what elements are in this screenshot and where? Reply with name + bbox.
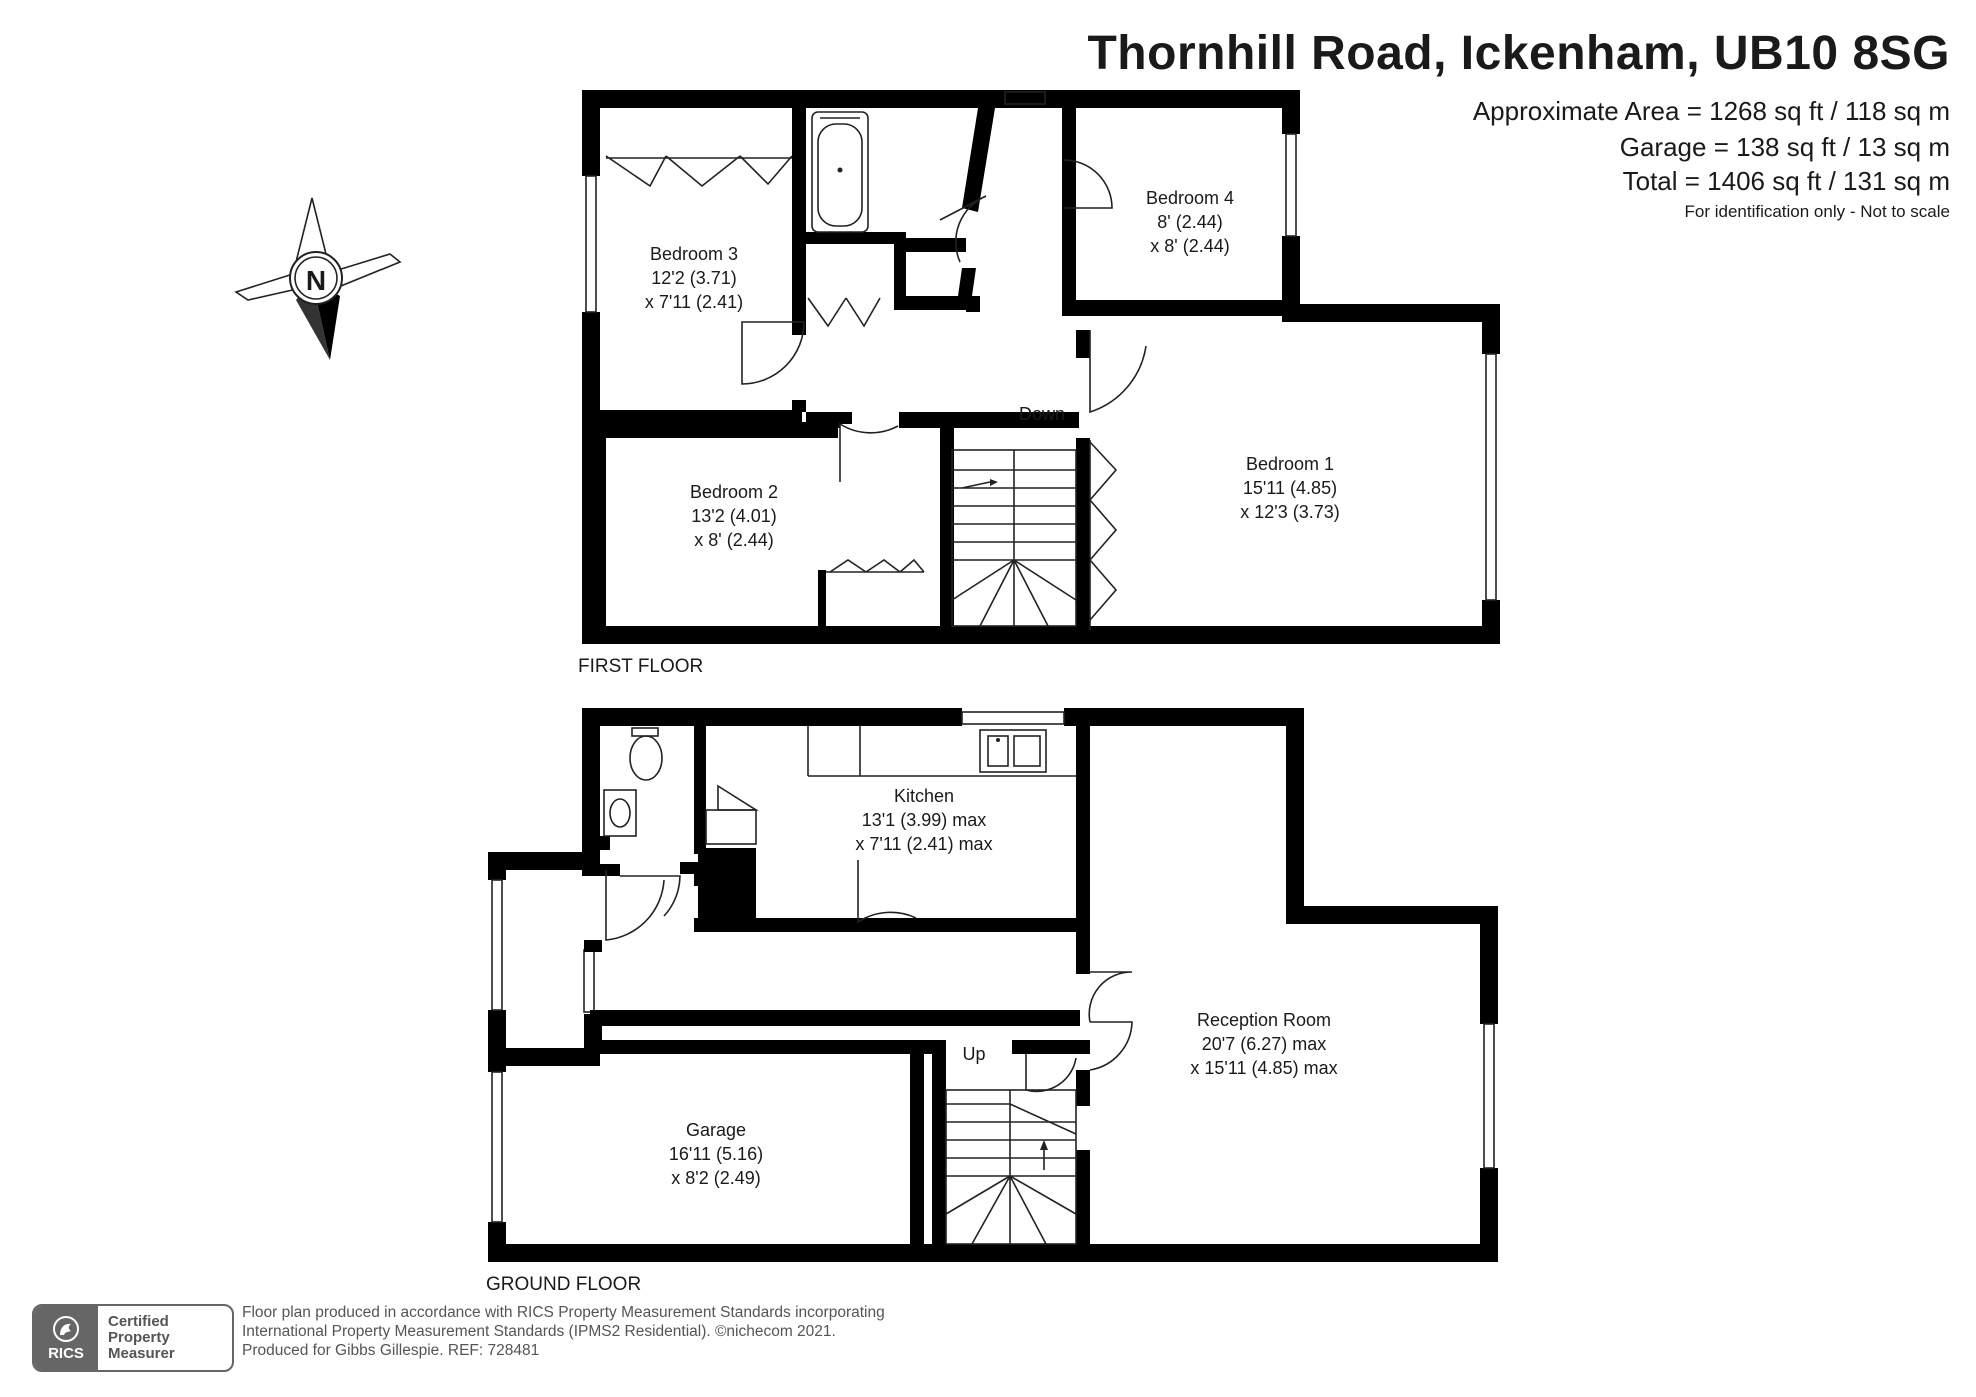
footer-line: International Property Measurement Standards (IPMS2 Residential). ©nichecom 2021. [242,1323,836,1340]
room-name: Bedroom 4 [1145,188,1235,208]
footer-line: Floor plan produced in accordance with RICS Property Measurement Standards incorporating [242,1304,885,1321]
badge-line: Property [108,1329,170,1346]
room-dim: x 8' (2.44) [694,530,774,550]
room-name: Kitchen [893,786,955,806]
room-name: Garage [685,1120,747,1140]
room-dim: x 8'2 (2.49) [671,1168,761,1188]
stairs-up-label: Up [962,1044,986,1064]
stairs-down-label: Down [1018,404,1066,424]
first-floor-plan [578,90,1500,677]
room-name: Bedroom 3 [649,244,739,264]
bedroom2-label [690,482,778,550]
room-dim: 20'7 (6.27) max [1201,1034,1327,1054]
approx-area-text: Approximate Area = 1268 sq ft / 118 sq m [1472,96,1950,126]
footer-text [242,1303,885,1360]
property-address-title: Thornhill Road, Ickenham, UB10 8SG [1087,27,1950,80]
badge-line: Measurer [108,1345,175,1362]
room-dim: x 7'11 (2.41) [644,292,744,312]
rics-word: RICS [48,1344,84,1362]
bedroom1-label [1240,454,1340,522]
badge-text [98,1306,232,1370]
disclaimer-note: For identification only - Not to scale [1684,202,1950,221]
compass-letter: N [305,265,327,296]
room-dim: 13'2 (4.01) [691,506,777,526]
room-dim: x 15'11 (4.85) max [1190,1058,1338,1078]
compass-icon [236,198,400,360]
room-dim: x 7'11 (2.41) max [855,834,993,854]
room-dim: 13'1 (3.99) max [861,810,987,830]
first-floor-label: FIRST FLOOR [578,656,704,677]
total-area-text: Total = 1406 sq ft / 131 sq m [1622,166,1950,196]
room-dim: x 8' (2.44) [1150,236,1230,256]
rics-certified-badge [32,1304,234,1372]
badge-line: Certified [108,1313,169,1330]
room-name: Reception Room [1196,1010,1332,1030]
room-dim: 12'2 (3.71) [651,268,737,288]
garage-area-text: Garage = 138 sq ft / 13 sq m [1619,132,1950,162]
lion-icon [51,1315,81,1343]
room-dim: 16'11 (5.16) [668,1144,764,1164]
bedroom3-label [645,244,743,312]
ground-floor-label: GROUND FLOOR [486,1274,642,1295]
room-name: Bedroom 2 [689,482,779,502]
kitchen-label [855,786,992,854]
reception-label [1190,1010,1337,1078]
footer-line: Produced for Gibbs Gillespie. REF: 728481 [242,1342,540,1359]
rics-logo [34,1306,98,1370]
bedroom4-label [1146,188,1234,256]
ground-floor-plan [486,708,1498,1295]
room-name: Bedroom 1 [1245,454,1335,474]
garage-label [669,1120,763,1188]
room-dim: x 12'3 (3.73) [1240,502,1340,522]
room-dim: 8' (2.44) [1157,212,1223,232]
room-dim: 15'11 (4.85) [1242,478,1338,498]
